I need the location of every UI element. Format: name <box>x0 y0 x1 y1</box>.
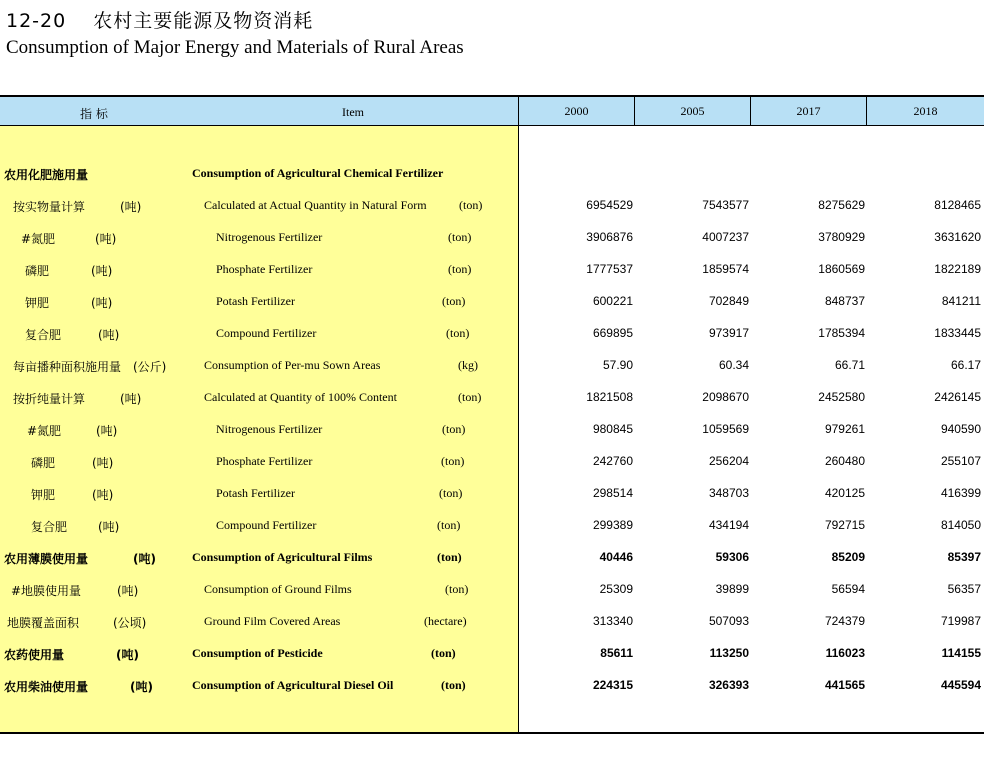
value-2018: 66.17 <box>950 358 981 372</box>
value-2018: 56357 <box>947 582 981 596</box>
value-2017: 56594 <box>831 582 865 596</box>
row-label-en: Nitrogenous Fertilizer <box>216 230 323 244</box>
table-row <box>0 542 984 574</box>
row-label-cn: 按实物量计算 <box>13 200 86 214</box>
row-label-cn: 农用化肥施用量 <box>4 168 89 182</box>
value-2005: 4007237 <box>702 230 749 244</box>
table-row <box>0 158 984 190</box>
table-row <box>0 254 984 286</box>
row-label-cn: 地膜覆盖面积 <box>7 616 80 630</box>
table-row <box>0 670 984 702</box>
table-row <box>0 414 984 446</box>
value-2017: 441565 <box>824 678 865 692</box>
value-2018: 416399 <box>940 486 981 500</box>
row-label-en: Calculated at Actual Quantity in Natural Form <box>204 198 427 212</box>
row-unit-en: (ton) <box>437 550 462 564</box>
value-2000: 224315 <box>592 678 633 692</box>
value-2018: 85397 <box>947 550 981 564</box>
row-unit-en: (ton) <box>441 678 466 692</box>
value-2017: 420125 <box>824 486 865 500</box>
header-label-en: Item <box>342 105 364 119</box>
value-2005: 1059569 <box>702 422 749 436</box>
table-row <box>0 382 984 414</box>
row-unit-cn: (吨) <box>91 296 113 310</box>
row-label-cn: #地膜使用量 <box>11 584 82 598</box>
table-row <box>0 222 984 254</box>
row-unit-cn: (吨) <box>120 200 142 214</box>
row-unit-en: (ton) <box>437 518 461 532</box>
row-label-cn: 复合肥 <box>25 328 62 342</box>
row-label-en: Phosphate Fertilizer <box>216 454 313 468</box>
table-row <box>0 638 984 670</box>
value-2017: 1785394 <box>818 326 865 340</box>
value-2005: 113250 <box>709 646 749 660</box>
page-title-en: Consumption of Major Energy and Materials of Rural Areas <box>6 37 464 58</box>
row-unit-cn: (吨) <box>91 264 113 278</box>
row-unit-en: (ton) <box>442 422 466 436</box>
row-unit-en: (ton) <box>446 326 470 340</box>
row-unit-cn: (吨) <box>133 552 156 566</box>
row-label-en: Compound Fertilizer <box>216 518 317 532</box>
value-2017: 66.71 <box>834 358 865 372</box>
value-2005: 2098670 <box>702 390 749 404</box>
header-year-2017: 2017 <box>751 97 867 126</box>
row-unit-cn: (吨) <box>98 520 120 534</box>
row-label-en: Consumption of Per-mu Sown Areas <box>204 358 381 372</box>
row-unit-en: (ton) <box>445 582 469 596</box>
row-unit-cn: (吨) <box>130 680 153 694</box>
row-label-cn: #氮肥 <box>21 232 56 246</box>
value-2005: 348703 <box>708 486 749 500</box>
value-2000: 242760 <box>592 454 633 468</box>
value-2018: 719987 <box>940 614 981 628</box>
value-2018: 841211 <box>941 294 981 308</box>
value-2000: 6954529 <box>586 198 633 212</box>
row-unit-en: (ton) <box>441 454 465 468</box>
table-row <box>0 286 984 318</box>
row-unit-cn: (吨) <box>96 424 118 438</box>
value-2018: 114155 <box>941 646 981 660</box>
table-row <box>0 190 984 222</box>
row-label-cn: 钾肥 <box>31 488 56 502</box>
value-2000: 669895 <box>592 326 633 340</box>
title-chinese: 农村主要能源及物资消耗 <box>93 10 314 32</box>
value-2000: 25309 <box>599 582 633 596</box>
value-2017: 848737 <box>824 294 865 308</box>
value-2017: 1860569 <box>818 262 865 276</box>
table-number: 12-20 <box>6 10 67 32</box>
row-label-en: Potash Fertilizer <box>216 294 295 308</box>
value-2005: 7543577 <box>702 198 749 212</box>
value-2000: 299389 <box>592 518 633 532</box>
row-label-en: Consumption of Agricultural Diesel Oil <box>192 678 394 692</box>
row-label-cn: 复合肥 <box>31 520 68 534</box>
bottom-rule <box>0 732 984 734</box>
row-label-en: Consumption of Agricultural Chemical Fertilizer <box>192 166 444 180</box>
table-header <box>0 97 984 126</box>
value-2018: 1833445 <box>934 326 981 340</box>
row-unit-en: (kg) <box>458 358 478 372</box>
row-label-cn: 农药使用量 <box>4 648 65 662</box>
table-row <box>0 350 984 382</box>
row-label-cn: 按折纯量计算 <box>13 392 86 406</box>
row-unit-cn: (吨) <box>98 328 120 342</box>
header-item-cell <box>0 97 519 126</box>
value-2005: 60.34 <box>718 358 749 372</box>
value-2018: 2426145 <box>934 390 981 404</box>
row-label-en: Compound Fertilizer <box>216 326 317 340</box>
value-2017: 2452580 <box>818 390 865 404</box>
value-2017: 724379 <box>824 614 865 628</box>
value-2005: 434194 <box>708 518 749 532</box>
row-label-en: Phosphate Fertilizer <box>216 262 313 276</box>
row-label-en: Ground Film Covered Areas <box>204 614 341 628</box>
value-2000: 1821508 <box>586 390 633 404</box>
value-2005: 59306 <box>715 550 749 564</box>
row-label-en: Consumption of Ground Films <box>204 582 352 596</box>
value-2000: 1777537 <box>586 262 633 276</box>
row-unit-en: (ton) <box>431 646 456 660</box>
value-2005: 973917 <box>708 326 749 340</box>
value-2017: 116023 <box>825 646 865 660</box>
row-label-cn: 农用薄膜使用量 <box>4 552 89 566</box>
value-2017: 260480 <box>824 454 865 468</box>
value-2018: 255107 <box>940 454 981 468</box>
row-unit-cn: (公斤) <box>133 360 167 374</box>
value-2017: 3780929 <box>818 230 865 244</box>
value-2017: 792715 <box>824 518 865 532</box>
row-label-cn: 每亩播种面积施用量 <box>13 360 122 374</box>
row-label-en: Consumption of Agricultural Films <box>192 550 373 564</box>
table-row <box>0 478 984 510</box>
value-2005: 256204 <box>708 454 749 468</box>
value-2005: 326393 <box>708 678 749 692</box>
value-2000: 980845 <box>592 422 633 436</box>
header-label-cn: 指 标 <box>80 107 108 121</box>
value-2005: 507093 <box>708 614 749 628</box>
row-unit-en: (ton) <box>442 294 466 308</box>
value-2017: 979261 <box>824 422 865 436</box>
value-2018: 8128465 <box>934 198 981 212</box>
value-2018: 3631620 <box>934 230 981 244</box>
row-unit-cn: (吨) <box>95 232 117 246</box>
row-unit-en: (ton) <box>458 390 482 404</box>
row-unit-cn: (吨) <box>92 488 114 502</box>
row-unit-en: (ton) <box>448 262 472 276</box>
row-unit-en: (ton) <box>448 230 472 244</box>
table-row <box>0 318 984 350</box>
value-2018: 1822189 <box>934 262 981 276</box>
row-label-cn: 磷肥 <box>25 264 50 278</box>
row-label-en: Nitrogenous Fertilizer <box>216 422 323 436</box>
row-label-en: Consumption of Pesticide <box>192 646 323 660</box>
value-2005: 39899 <box>715 582 749 596</box>
row-label-en: Calculated at Quantity of 100% Content <box>204 390 397 404</box>
table-row <box>0 606 984 638</box>
page-title-cn <box>6 6 313 33</box>
header-year-2018: 2018 <box>867 97 984 126</box>
value-2018: 814050 <box>940 518 981 532</box>
value-2000: 57.90 <box>602 358 633 372</box>
row-unit-en: (ton) <box>439 486 463 500</box>
row-unit-cn: (吨) <box>117 584 139 598</box>
row-label-cn: 农用柴油使用量 <box>4 680 89 694</box>
value-2000: 298514 <box>592 486 633 500</box>
row-unit-en: (hectare) <box>424 614 467 628</box>
table-row <box>0 510 984 542</box>
table-row <box>0 574 984 606</box>
value-2000: 3906876 <box>586 230 633 244</box>
value-2005: 702849 <box>708 294 749 308</box>
row-unit-cn: (吨) <box>116 648 139 662</box>
table-row <box>0 446 984 478</box>
value-2000: 600221 <box>592 294 633 308</box>
row-unit-cn: (公顷) <box>113 616 147 630</box>
value-2000: 85611 <box>600 646 633 660</box>
value-2018: 940590 <box>940 422 981 436</box>
row-label-cn: 磷肥 <box>31 456 56 470</box>
row-unit-cn: (吨) <box>120 392 142 406</box>
value-2000: 40446 <box>599 550 633 564</box>
row-unit-cn: (吨) <box>92 456 114 470</box>
value-2017: 85209 <box>831 550 865 564</box>
header-year-2005: 2005 <box>635 97 751 126</box>
header-year-2000: 2000 <box>519 97 635 126</box>
table-body <box>0 158 984 702</box>
value-2005: 1859574 <box>702 262 749 276</box>
row-label-en: Potash Fertilizer <box>216 486 295 500</box>
value-2000: 313340 <box>592 614 633 628</box>
value-2017: 8275629 <box>818 198 865 212</box>
row-unit-en: (ton) <box>459 198 483 212</box>
row-label-cn: #氮肥 <box>27 424 62 438</box>
value-2018: 445594 <box>940 678 981 692</box>
row-label-cn: 钾肥 <box>25 296 50 310</box>
